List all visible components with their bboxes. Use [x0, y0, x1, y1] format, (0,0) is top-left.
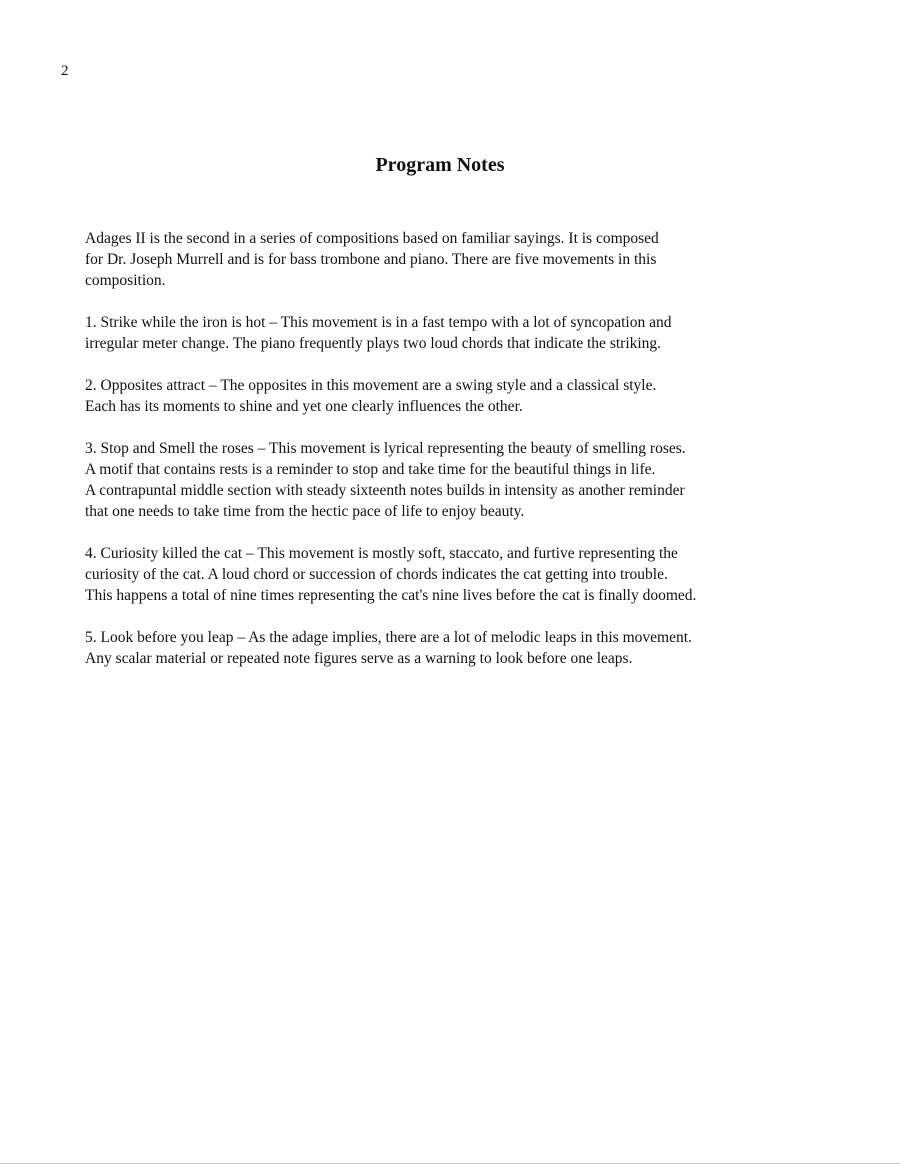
paragraph-line: that one needs to take time from the hectic pace of life to enjoy beauty. — [85, 503, 525, 520]
page-title: Program Notes — [375, 154, 505, 176]
paragraph-line: A motif that contains rests is a reminder to stop and take time for the beautiful things in life. — [85, 461, 656, 478]
paragraph-line: for Dr. Joseph Murrell and is for bass trombone and piano. There are five movements in this — [85, 251, 657, 268]
movement-3-paragraph — [85, 438, 845, 522]
paragraph-line: 3. Stop and Smell the roses – This movement is lyrical representing the beauty of smelling roses. — [85, 440, 686, 457]
paragraph-line: curiosity of the cat. A loud chord or succession of chords indicates the cat getting into trouble. — [85, 566, 668, 583]
paragraph-line: irregular meter change. The piano frequently plays two loud chords that indicate the striking. — [85, 335, 662, 352]
page-number: 2 — [61, 63, 69, 79]
paragraph-line: composition. — [85, 272, 166, 289]
paragraph-line: 5. Look before you leap – As the adage implies, there are a lot of melodic leaps in this movement. — [85, 629, 692, 646]
paragraph-line: 2. Opposites attract – The opposites in this movement are a swing style and a classical style. — [85, 377, 657, 394]
paragraph-line: 4. Curiosity killed the cat – This movement is mostly soft, staccato, and furtive representing the — [85, 545, 678, 562]
paragraph-line: 1. Strike while the iron is hot – This movement is in a fast tempo with a lot of syncopation and — [85, 314, 672, 331]
movement-2-paragraph — [85, 375, 845, 417]
movement-4-paragraph — [85, 543, 845, 606]
movement-5-paragraph — [85, 627, 845, 669]
paragraph-line: This happens a total of nine times representing the cat's nine lives before the cat is finally doomed. — [85, 587, 697, 604]
paragraph-line: Any scalar material or repeated note figures serve as a warning to look before one leaps. — [85, 650, 633, 667]
paragraph-line: Adages II is the second in a series of compositions based on familiar sayings. It is composed — [85, 230, 659, 247]
paragraph-line: A contrapuntal middle section with steady sixteenth notes builds in intensity as another reminder — [85, 482, 685, 499]
movement-1-paragraph — [85, 312, 845, 354]
program-notes-body — [85, 228, 845, 690]
paragraph-line: Each has its moments to shine and yet one clearly influences the other. — [85, 398, 523, 415]
intro-paragraph — [85, 228, 845, 291]
